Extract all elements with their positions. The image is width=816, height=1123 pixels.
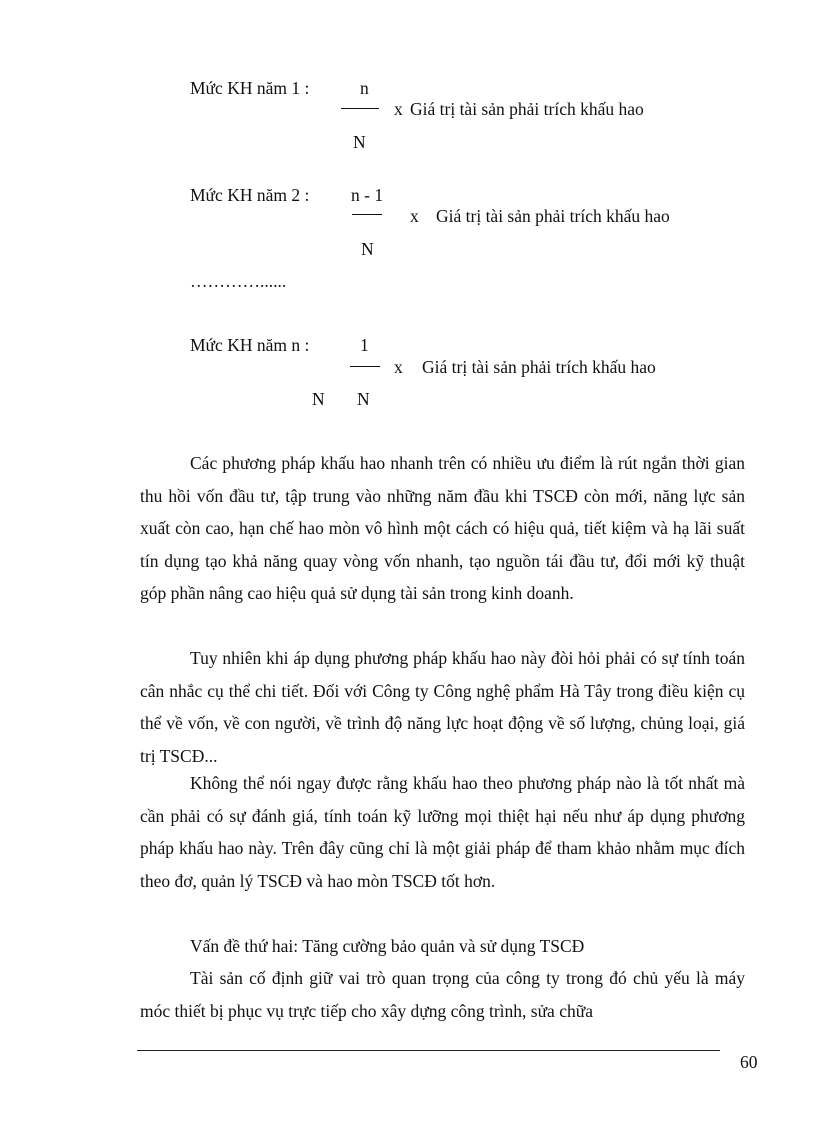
paragraph-advantages-text: Các phương pháp khấu hao nhanh trên có nhiều ưu điểm là rút ngắn thời gian thu hồi vốn đầu tư, tập trung vào những năm đầu khi TSCĐ còn mới, năng lực sản xuất còn cao, hạn chế hao mòn vô hình một cách có hiệu quả, tiết kiệm và hạ lãi suất tín dụng tạo khả năng quay vòng vốn nhanh, tạo nguồn tái đầu tư, đổi mới kỹ thuật góp phần nâng cao hiệu quả sử dụng tài sản trong kinh doanh. — [140, 453, 745, 603]
formula-n-denominator: N — [357, 389, 370, 409]
page-number: 60 — [740, 1052, 758, 1072]
paragraph-however-text: Tuy nhiên khi áp dụng phương pháp khấu hao này đòi hỏi phải có sự tính toán cân nhắc cụ thể chi tiết. Đối với Công ty Công nghệ phẩm Hà Tây trong điều kiện cụ thể về vốn, về con người, về trình độ năng lực hoạt động về số lượng, chủng loại, giá trị TSCĐ... — [140, 648, 745, 766]
ellipsis: …………...... — [190, 271, 287, 291]
formula-2-numerator: n - 1 — [351, 185, 384, 205]
formula-1-times: x — [394, 99, 403, 119]
formula-1-text: Giá trị tài sản phải trích khấu hao — [410, 99, 644, 119]
formula-n-label: Mức KH năm n : — [190, 335, 310, 355]
formula-n-times: x — [394, 357, 403, 377]
paragraph-advantages — [140, 447, 745, 610]
formula-1-denominator: N — [353, 132, 366, 152]
footer-rule — [137, 1050, 720, 1051]
paragraph-fixed-assets — [140, 962, 745, 1027]
formula-2-text: Giá trị tài sản phải trích khấu hao — [436, 206, 670, 226]
formula-1-numerator: n — [360, 78, 369, 98]
formula-1-fraction-bar — [341, 108, 379, 109]
paragraph-cannot-say — [140, 767, 745, 897]
section-heading-issue-two — [140, 930, 745, 963]
formula-2-times: x — [410, 206, 419, 226]
formula-n-extra-denominator: N — [312, 389, 325, 409]
formula-2-denominator: N — [361, 239, 374, 259]
formula-n-numerator: 1 — [360, 335, 369, 355]
formula-1-label: Mức KH năm 1 : — [190, 78, 310, 98]
paragraph-fixed-assets-text: Tài sản cố định giữ vai trò quan trọng của công ty trong đó chủ yếu là máy móc thiết bị phục vụ trực tiếp cho xây dựng công trình, sửa chữa — [140, 968, 745, 1021]
formula-2-label: Mức KH năm 2 : — [190, 185, 310, 205]
section-heading-issue-two-text: Vấn đề thứ hai: Tăng cường bảo quản và sử dụng TSCĐ — [190, 936, 585, 956]
paragraph-however — [140, 642, 745, 772]
formula-n-fraction-bar — [350, 366, 380, 367]
formula-n-text: Giá trị tài sản phải trích khấu hao — [422, 357, 656, 377]
paragraph-cannot-say-text: Không thể nói ngay được rằng khấu hao theo phương pháp nào là tốt nhất mà cần phải có sự đánh giá, tính toán kỹ lưỡng mọi thiệt hại nếu như áp dụng phương pháp khấu hao này. Trên đây cũng chỉ là một giải pháp để tham khảo nhằm mục đích theo đơ, quản lý TSCĐ và hao mòn TSCĐ tốt hơn. — [140, 773, 745, 891]
formula-2-fraction-bar — [352, 214, 382, 215]
